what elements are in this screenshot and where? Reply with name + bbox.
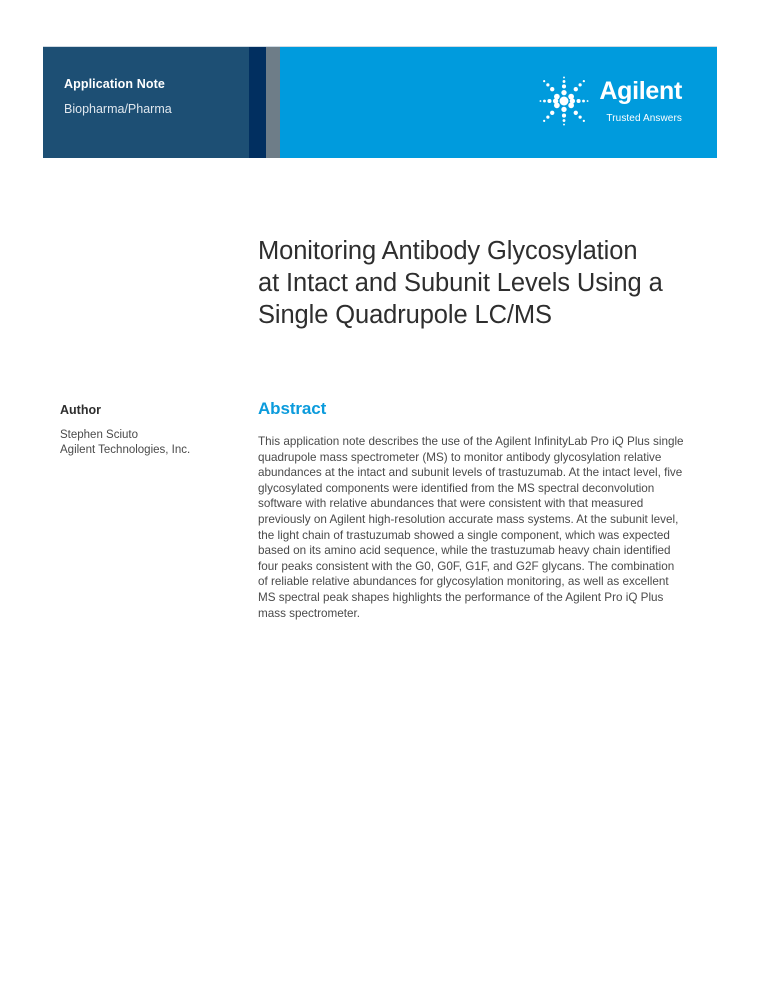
- page-title-line-3: Single Quadrupole LC/MS: [258, 301, 552, 330]
- page-title-line-1: Monitoring Antibody Glycosylation: [258, 237, 638, 266]
- abstract-block: [258, 398, 686, 633]
- agilent-wordmark-block: [599, 68, 682, 125]
- author-name: Stephen Sciuto: [60, 429, 139, 441]
- header-banner: [43, 46, 717, 158]
- abstract-body-text: This application note describes the use of the Agilent InfinityLab Pro iQ Plus single quadrupole mass spectrometer (MS) to monitor antibody glycosylation relative abundances at the intact and subunit levels of trastuzumab. At the intact level, five glycosylated components were identified from the MS spectral deconvolution software with relative abundances that were consistent with that measured previously on Agilent high-resolution accurate mass systems. At the subunit level, the light chain of trastuzumab showed a single component, which was expected based on its amino acid sequence, while the trastuzumab heavy chain identified four peaks consistent with the G0, G0F, G1F, and G2F glycans. The combination of reliable relative abundances for glycosylation monitoring, as well as excellent MS spectral peak shapes highlights the performance of the Agilent Pro iQ Plus mass spectrometer.: [258, 435, 684, 620]
- document-type-label: Application Note: [64, 77, 165, 91]
- banner-band-gray: [266, 47, 280, 158]
- author-block: [60, 402, 245, 458]
- abstract-heading: Abstract: [258, 399, 327, 418]
- page-title-line-2: at Intact and Subunit Levels Using a: [258, 269, 663, 298]
- author-heading: Author: [60, 403, 101, 417]
- banner-text-block: [64, 76, 244, 117]
- agilent-starburst-icon: [533, 70, 595, 132]
- agilent-logo: [533, 68, 682, 132]
- page-title: [258, 235, 698, 331]
- author-affiliation: Agilent Technologies, Inc.: [60, 444, 191, 456]
- agilent-tagline: Trusted Answers: [606, 113, 682, 124]
- banner-band-navy: [249, 47, 266, 158]
- agilent-brand-name: Agilent: [599, 77, 682, 105]
- market-segment-label: Biopharma/Pharma: [64, 102, 172, 116]
